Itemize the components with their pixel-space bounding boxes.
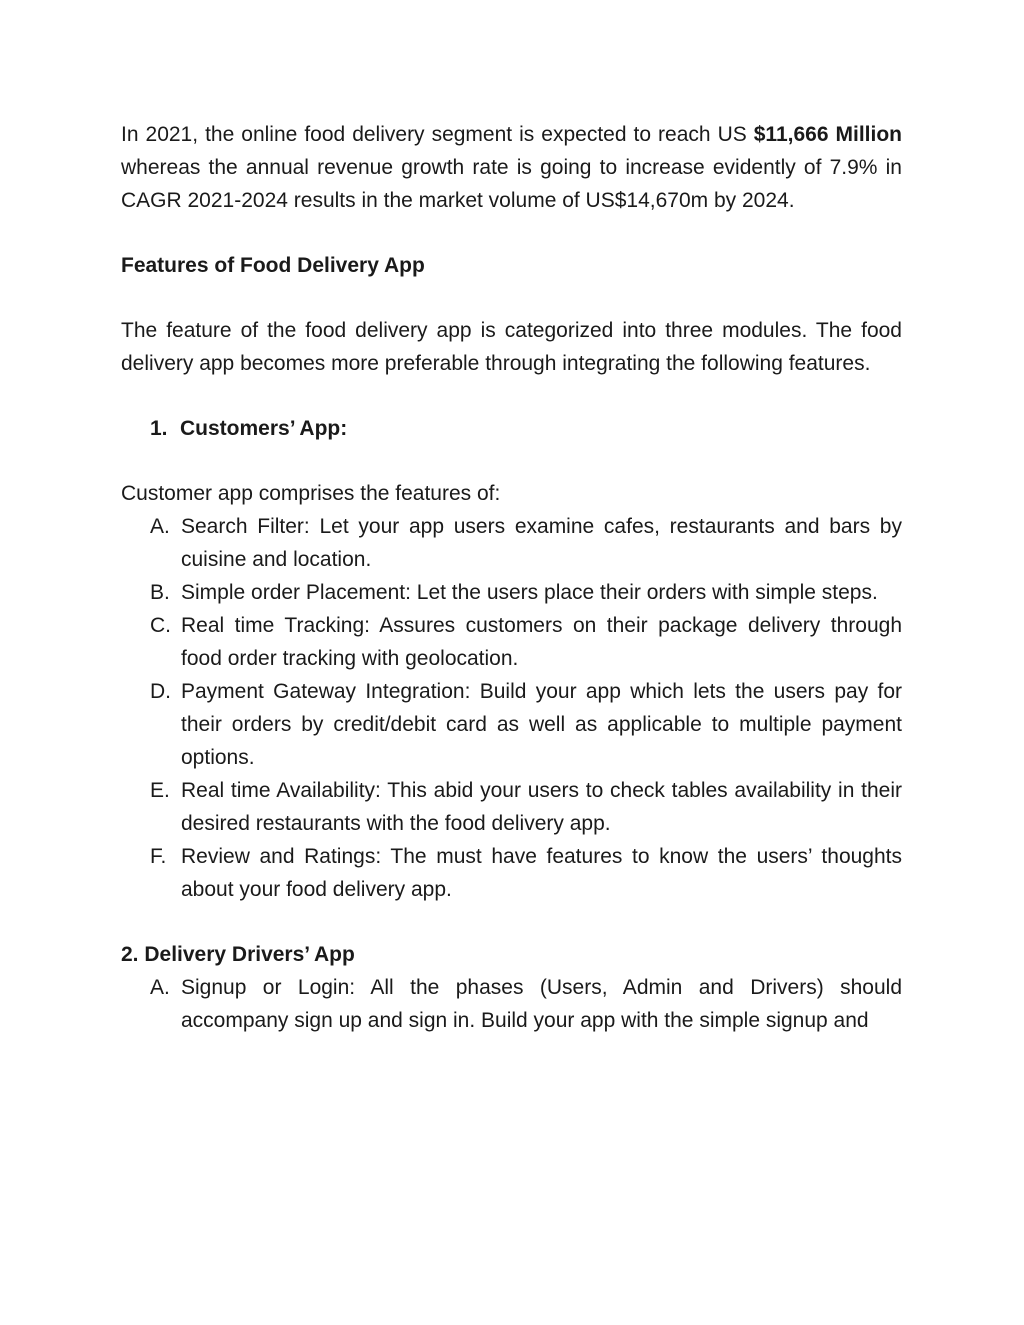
- customer-intro-text: Customer app comprises the features of:: [121, 482, 501, 505]
- list-item-text: Payment Gateway Integration: Build your app which lets the users pay for their orders by credit/debit card as well as applicable to multiple payment options.: [181, 680, 902, 769]
- section-customers-app-heading: [150, 412, 902, 445]
- list-item: [150, 675, 902, 774]
- list-item-text: Real time Tracking: Assures customers on their package delivery through food order tracking with geolocation.: [181, 614, 902, 670]
- list-marker: E.: [150, 779, 170, 802]
- list-item-text: Real time Availability: This abid your users to check tables availability in their desired restaurants with the food delivery app.: [181, 779, 902, 835]
- list-item: [150, 609, 902, 675]
- list-item-text: Search Filter: Let your app users examine cafes, restaurants and bars by cuisine and location.: [181, 515, 902, 571]
- list-item: [150, 510, 902, 576]
- list-marker: A.: [150, 515, 170, 538]
- list-marker: B.: [150, 581, 170, 604]
- list-marker: F.: [150, 845, 167, 868]
- intro-bold-figure: $11,666 Million: [753, 123, 902, 146]
- list-marker: C.: [150, 614, 171, 637]
- page-content: [121, 118, 902, 1037]
- list-item-text: Signup or Login: All the phases (Users, Admin and Drivers) should accompany sign up and sign in. Build your app with the simple signup and: [181, 976, 902, 1032]
- list-item: [150, 774, 902, 840]
- intro-text-part2: whereas the annual revenue growth rate is going to increase evidently of 7.9% in CAGR 2021-2024 results in the market volume of US$14,670m by 2024.: [121, 156, 902, 212]
- driver-feature-list: [121, 971, 902, 1037]
- list-marker: D.: [150, 680, 171, 703]
- list-item: [150, 576, 902, 609]
- list-item: [150, 971, 902, 1037]
- intro-text-part1: In 2021, the online food delivery segment is expected to reach US: [121, 123, 754, 146]
- section-title: Customers’ App:: [180, 417, 348, 440]
- section-number: 1.: [150, 417, 168, 440]
- customer-feature-list: [121, 510, 902, 906]
- list-item: [150, 840, 902, 906]
- list-item-text: Review and Ratings: The must have features to know the users’ thoughts about your food delivery app.: [181, 845, 902, 901]
- list-item-text: Simple order Placement: Let the users place their orders with simple steps.: [181, 581, 878, 604]
- intro-paragraph: [121, 118, 902, 217]
- section-delivery-drivers-heading: 2. Delivery Drivers’ App: [121, 943, 355, 966]
- features-intro-paragraph: The feature of the food delivery app is categorized into three modules. The food delivery app becomes more preferable through integrating the following features.: [121, 319, 902, 375]
- list-marker: A.: [150, 976, 170, 999]
- features-heading: Features of Food Delivery App: [121, 254, 425, 277]
